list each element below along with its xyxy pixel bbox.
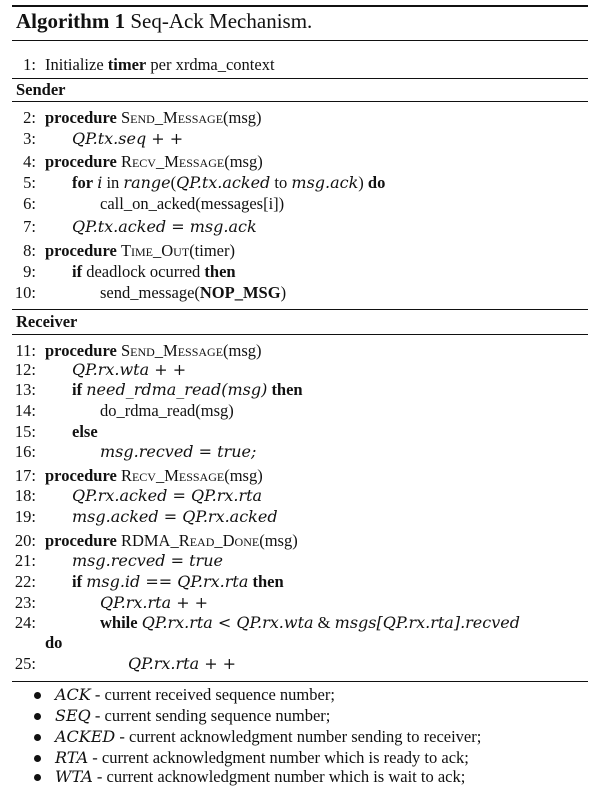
- legend-item-wta: WTA - current acknowledgment number which is wait to ack;: [34, 766, 594, 787]
- algorithm-caption: Seq-Ack Mechanism.: [130, 9, 313, 33]
- legend-item-seq: SEQ - current sending sequence number;: [34, 705, 594, 726]
- receiver-bottom-rule: [12, 334, 588, 335]
- sender-heading: Sender: [16, 80, 66, 99]
- legend-item-rta: RTA - current acknowledgment number which is ready to ack;: [34, 747, 594, 768]
- sender-top-rule: [12, 78, 588, 79]
- bullet-dot: [34, 755, 41, 762]
- bullet-dot: [34, 692, 41, 699]
- bullet-dot: [34, 713, 41, 720]
- algorithm-title: [16, 9, 312, 34]
- receiver-heading: Receiver: [16, 312, 78, 331]
- receiver-top-rule: [12, 309, 588, 310]
- legend-item-ack: ACK - current received sequence number;: [34, 684, 594, 705]
- top-rule: [12, 5, 588, 7]
- sender-bottom-rule: [12, 101, 588, 102]
- legend-item-acked: ACKED - current acknowledgment number sending to receiver;: [34, 726, 594, 747]
- algorithm-label: Algorithm 1: [16, 9, 126, 33]
- bullet-dot: [34, 734, 41, 741]
- legend-rule: [12, 681, 588, 682]
- bullet-dot: [34, 774, 41, 781]
- title-rule: [12, 40, 588, 41]
